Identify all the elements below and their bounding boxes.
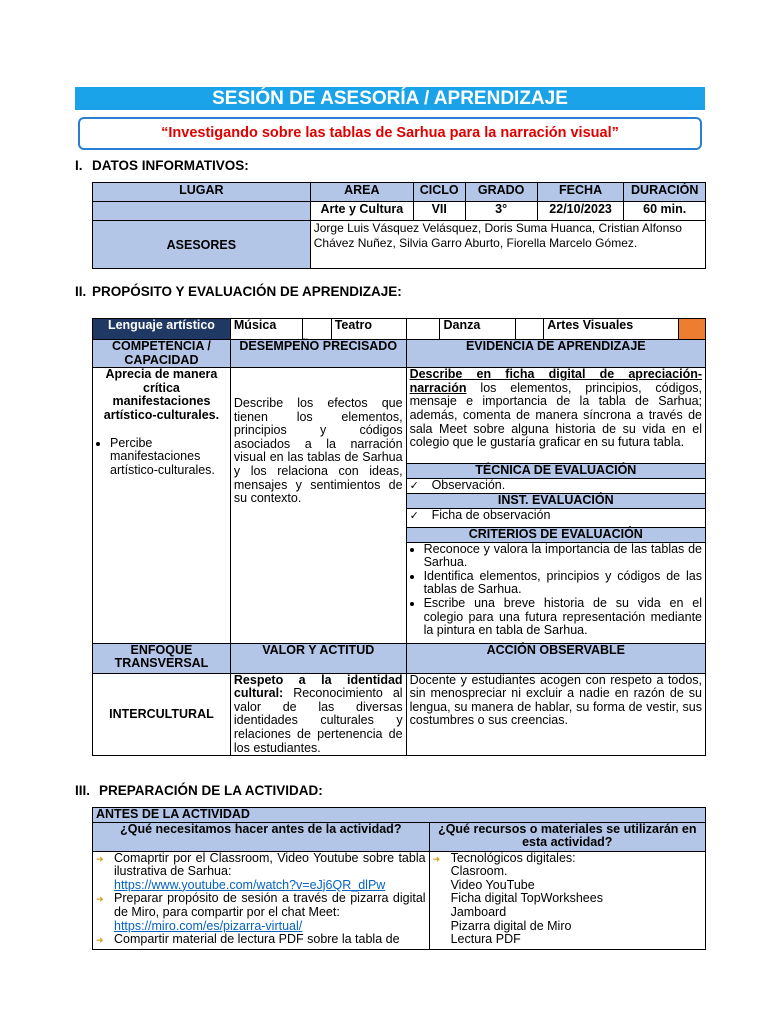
desempeno-cell: Describe los efectos que tienen los elementos, principios y códigos asociados a la narración visual en las tablas de Sarhua y los relaciona con ideas, mensajes y sentimientos de su contexto. — [230, 368, 406, 643]
acciones-cell — [93, 851, 430, 949]
danza-label: Danza — [440, 319, 516, 340]
instrumento-text: Ficha de observación — [431, 507, 551, 522]
item-text: Comaprtir por el Classroom, Video Youtube sobre tabla ilustrativa de Sarhua: — [114, 850, 426, 879]
competencia-cell — [93, 368, 231, 643]
header-enfoque: ENFOQUE TRANSVERSAL — [93, 643, 231, 673]
enfoque-value: INTERCULTURAL — [93, 673, 231, 756]
header-grado: GRADO — [465, 183, 537, 202]
list-item — [96, 933, 426, 948]
instrumento-value — [406, 508, 705, 527]
section-number: III. — [75, 783, 91, 798]
youtube-link[interactable]: https://www.youtube.com/watch?v=eJj6QR_dlPw — [114, 877, 386, 892]
competencia-text: Aprecia de manera crítica manifestaciones artístico-culturales. — [103, 367, 220, 422]
evidencia-text: los elementos, principios, códigos, mensaje e importancia de la tabla de Sarhua; además, comenta de manera síncrona a través de sala Meet sobre alguna historia de su vida en el colegio que le gustaría graficar en su futura tabla. — [409, 380, 702, 450]
section-2-heading — [75, 284, 402, 299]
arrow-bullet-icon — [96, 892, 114, 933]
duracion-value: 60 min. — [624, 202, 706, 221]
fecha-value: 22/10/2023 — [537, 202, 624, 221]
item-text: Compartir material de lectura PDF sobre la tabla de — [114, 932, 400, 947]
recurso-item: Jamboard — [450, 904, 507, 919]
accion-cell: Docente y estudiantes acogen con respeto a todos, sin menospreciar ni excluir a nadie en razón de su lengua, su manera de hablar, su forma de vestir, sus costumbres o sus creencias. — [406, 673, 705, 756]
session-subtitle: “Investigando sobre las tablas de Sarhua para la narración visual” — [78, 117, 702, 150]
item-text: Preparar propósito de sesión a través de pizarra digital de Miro, para compartir por el chat Meet: — [114, 891, 426, 919]
recursos-cell — [429, 851, 705, 949]
lenguaje-artistico-label: Lenguaje artístico — [93, 319, 231, 340]
criterio-item: • Escribe una breve historia de su vida en el colegio para una futura representación mediante la pintura en tabla de Sarhua. — [424, 597, 702, 638]
asesores-value: Jorge Luis Vásquez Velásquez, Doris Suma Huanca, Cristian Alfonso Chávez Nuñez, Silvia Garro Aburto, Fiorella Marcelo Gómez. — [310, 221, 705, 269]
session-title: SESIÓN DE ASESORÍA / APRENDIZAJE — [75, 87, 705, 110]
datos-table — [92, 182, 706, 269]
musica-box — [302, 319, 331, 340]
header-ciclo: CICLO — [413, 183, 465, 202]
recurso-item: Video YouTube — [450, 877, 535, 892]
artes-visuales-box — [678, 319, 705, 340]
tecnica-value — [406, 478, 705, 494]
evidencia-cell — [406, 368, 705, 464]
musica-label: Música — [230, 319, 302, 340]
capacidad-item: • Percibe manifestaciones artístico-culturales. — [110, 437, 227, 478]
artes-visuales-label: Artes Visuales — [544, 319, 679, 340]
section-number: II. — [75, 284, 87, 299]
recurso-item: Clasroom. — [450, 864, 508, 879]
grado-value: 3° — [465, 202, 537, 221]
recursos-heading: Tecnológicos digitales: — [450, 850, 576, 865]
tecnica-text: Observación. — [431, 477, 506, 492]
question-1: ¿Qué necesitamos hacer antes de la actividad? — [93, 822, 430, 851]
list-item — [96, 852, 426, 893]
teatro-box — [406, 319, 440, 340]
header-evidencia: EVIDENCIA DE APRENDIZAJE — [406, 340, 705, 368]
area-value: Arte y Cultura — [310, 202, 413, 221]
section-title: DATOS INFORMATIVOS: — [92, 158, 249, 173]
section-number: I. — [75, 158, 83, 173]
header-valor: VALOR Y ACTITUD — [230, 643, 406, 673]
valor-title: Respeto a la identidad cultural: — [233, 672, 403, 701]
criterio-item: • Identifica elementos, principios y códigos de las tablas de Sarhua. — [424, 570, 702, 597]
header-criterios: CRITERIOS DE EVALUACIÓN — [406, 527, 705, 542]
header-instrumento: INST. EVALUACIÓN — [406, 494, 705, 509]
header-tecnica: TÉCNICA DE EVALUACIÓN — [406, 464, 705, 479]
miro-link[interactable]: https://miro.com/es/pizarra-virtual/ — [114, 918, 303, 933]
header-competencia: COMPETENCIA / CAPACIDAD — [93, 340, 231, 368]
asesores-label: ASESORES — [93, 221, 311, 269]
header-fecha: FECHA — [537, 183, 624, 202]
evidencia-emphasis: Describe en ficha digital de apreciación-narración — [409, 367, 702, 395]
check-icon — [410, 508, 432, 522]
header-lugar: LUGAR — [93, 183, 311, 202]
list-item — [96, 892, 426, 933]
valor-cell — [230, 673, 406, 756]
arrow-bullet-icon — [96, 852, 114, 893]
ciclo-value: VII — [413, 202, 465, 221]
recurso-item: Ficha digital TopWorkshees — [450, 891, 603, 906]
list-item — [433, 852, 702, 947]
recurso-item: Pizarra digital de Miro — [450, 918, 572, 933]
section-1-heading — [75, 158, 249, 173]
header-accion: ACCIÓN OBSERVABLE — [406, 643, 705, 673]
header-area: AREA — [310, 183, 413, 202]
proposito-table — [92, 318, 706, 756]
criterio-item: • Reconoce y valora la importancia de las tablas de Sarhua. — [424, 543, 702, 570]
section-3-heading — [75, 783, 323, 798]
valor-text: Reconocimiento al valor de las diversas identidades culturales y relaciones de pertenencia de los estudiantes. — [233, 686, 403, 755]
section-title: PREPARACIÓN DE LA ACTIVIDAD: — [99, 783, 323, 798]
danza-box — [516, 319, 544, 340]
lugar-cell — [93, 202, 311, 221]
criterios-cell — [406, 542, 705, 643]
teatro-label: Teatro — [331, 319, 406, 340]
check-icon — [410, 478, 432, 492]
preparacion-table — [92, 807, 706, 950]
header-duracion: DURACIÓN — [624, 183, 706, 202]
section-title: PROPÓSITO Y EVALUACIÓN DE APRENDIZAJE: — [92, 284, 402, 299]
antes-header: ANTES DE LA ACTIVIDAD — [93, 808, 706, 823]
header-desempeno: DESEMPEÑO PRECISADO — [230, 340, 406, 368]
question-2: ¿Qué recursos o materiales se utilizarán en esta actividad? — [429, 822, 705, 851]
recurso-item: Lectura PDF — [450, 932, 521, 947]
arrow-bullet-icon — [96, 933, 114, 948]
arrow-bullet-icon — [433, 852, 451, 947]
